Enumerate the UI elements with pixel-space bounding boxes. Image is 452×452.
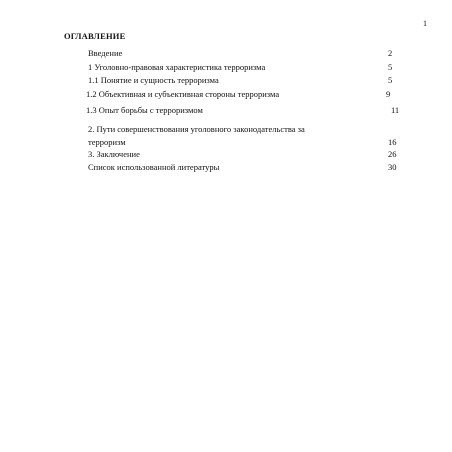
toc-entry-page: 5 — [388, 62, 393, 72]
toc-entry-label: 3. Заключение — [88, 149, 140, 159]
toc-entry-page: 9 — [386, 89, 391, 99]
page-number: 1 — [423, 19, 427, 28]
toc-entry-page: 26 — [388, 149, 397, 159]
toc-entry-page: 16 — [388, 137, 397, 147]
toc-title: ОГЛАВЛЕНИЕ — [64, 31, 126, 41]
toc-entry-page: 2 — [388, 48, 393, 58]
toc-entry-page: 30 — [388, 162, 397, 172]
toc-entry-label: 1.1 Понятие и сущность терроризма — [88, 75, 219, 85]
toc-entry-page: 11 — [391, 105, 400, 115]
toc-entry-label: Список использованной литературы — [88, 162, 220, 172]
toc-entry-label: 1.2 Объективная и субъективная стороны терроризма — [86, 89, 280, 99]
toc-entry-label: 1 Уголовно-правовая характеристика терроризма — [88, 62, 266, 72]
toc-entry-page: 5 — [388, 75, 393, 85]
toc-entry-label: Введение — [88, 48, 123, 58]
toc-entry-label: 2. Пути совершенствования уголовного законодательства за — [88, 124, 305, 134]
toc-entry-label: 1.3 Опыт борьбы с терроризмом — [86, 105, 203, 115]
toc-entry-label: терроризм — [88, 137, 126, 147]
